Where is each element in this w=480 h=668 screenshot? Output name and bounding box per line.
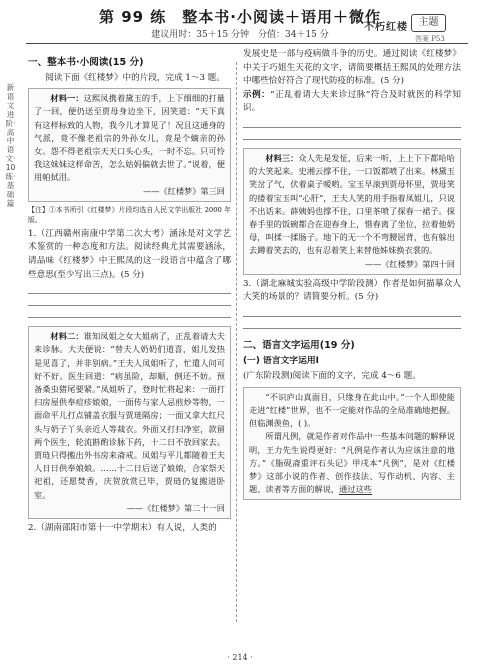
theme-label: 不朽红楼	[364, 22, 408, 33]
passage-quote: “不识庐山真面目，只缘身在此山中。”一个人即使能走进“红楼”世界，也不一定能对作品的全局准确地把握。但临渊羡鱼，( )。	[249, 391, 455, 429]
edition-note: 【注】①本书所引《红楼梦》片段均选自人民文学出版社 2000 年版。	[28, 205, 231, 224]
column-divider	[236, 62, 237, 622]
answer-line[interactable]	[243, 139, 461, 140]
material-one	[34, 92, 225, 184]
left-column	[28, 48, 231, 536]
material-two-source: ——《红楼梦》第二十一回	[126, 502, 225, 513]
subsection-heading: (一) 语言文字运用Ⅰ	[243, 355, 319, 366]
underlined-phrase: 通过这些	[339, 484, 372, 495]
material-three	[249, 152, 455, 258]
question-1: 1.（江西赣州南康中学第二次大考）涵泳是对文学艺术鉴赏的一种态度和方法。阅读经典尤其需要涵泳，请品味《红楼梦》中王熙凤的这一段语言中蕴含了哪些意思(至少写出三点)。(5 分)	[28, 228, 231, 280]
answer-line[interactable]	[243, 316, 461, 317]
time-and-score-info: 建议用时：35＋15 分钟 分值：34＋15 分	[151, 30, 329, 40]
example-text: “正乱着请大夫来诊过脉”符合及时就医的科学知识。	[243, 89, 461, 114]
answer-line[interactable]	[243, 127, 461, 128]
reading-intro-2: (广东阶段测)阅读下面的文字，完成 4～6 题。	[243, 371, 421, 382]
question-3: 3.（湖北麻城实验高级中学阶段测）作者是如何描摹众人大笑的场景的？请简要分析。(5 分)	[243, 278, 461, 303]
answer-reference: 答案 P53	[415, 35, 445, 43]
page-title: 第 99 练 整本书·小阅读＋语用＋微作	[98, 8, 382, 26]
material-three-text: 众人先是发怔，后来一听，上上下下都哈哈的大笑起来。史湘云撑不住，一口饭都喷了出来。林黛玉笑岔了气，伏着桌子嗳哟。宝玉早滚到贾母怀里，贾母笑的搂着宝玉叫“心肝”，王夫人笑的用手指着凤姐儿，只说不出话来。薛姨妈也撑不住，口里茶喷了探春一裙子。探春手里的饭碗都合在迎春身上，惜春离了坐位，拉着他奶母，叫揉一揉肠子。地下的无一个不弯腰屈背，也有躲出去蹲着笑去的，也有忍着笑上来替他姊妹换衣裳的。	[249, 152, 455, 256]
section-heading-whole-book: 一、整本书·小阅读(15 分)	[28, 57, 144, 68]
right-column	[243, 48, 461, 503]
material-two-box	[28, 326, 231, 519]
reading-intro: 阅读下面《红楼梦》中的片段，完成 1～3 题。	[45, 72, 225, 83]
theme-badge: 主题	[411, 14, 446, 32]
material-three-box	[243, 148, 461, 275]
answer-line[interactable]	[243, 328, 461, 329]
material-two	[34, 330, 225, 502]
example-answer	[243, 89, 461, 116]
material-one-box	[28, 88, 231, 202]
material-two-label: 材料二：	[50, 331, 84, 342]
material-three-source: ——《红楼梦》第四十回	[364, 258, 455, 269]
answer-line[interactable]	[28, 317, 231, 318]
material-one-text: 这熙凤携着黛玉的手，上下细细的打量了一回，便仍送至贾母身边坐下，因笑道：“天下真有这样标致的人物，我今儿才算见了！况且这通身的气派，竟不像老祖宗的外孙女儿，竟是个嫡亲的孙女。怨不得老祖宗天天口头心头，一时不忘。只可怜我这妹妹这样命苦，怎么姑妈偏就去世了。”说着，便用帕拭泪。	[34, 93, 225, 183]
section-heading-language-use: 二、语言文字运用(19 分)	[243, 339, 355, 351]
material-two-text: 谁知凤姐之女大姐病了，正乱着请大夫来诊脉。大夫便说：“替夫人奶奶们道喜，姐儿发热是见喜了，并非别病。”王夫人凤姐听了，忙遣人问可好不好。医生回道：“病虽险，却顺，倒还不妨。预备桑虫猪尾要紧。”凤姐听了，登时忙将起来：一面打扫房屋供奉痘疹娘娘，一面传与家人忌煎炒等物，一面命平儿打点铺盖衣服与贾琏隔房；一面又拿大红尺头与奶子丫头亲近人等裁衣。外面又打扫净室，款留两个医生，轮流斟酌诊脉下药，十二日不放回家去。贾琏只得搬出外书房来斋戒。凤姐与平儿都随着王夫人日日供奉娘娘。……十二日后送了娘娘，合家祭天祀祖，还愿焚香，庆贺放赏已毕，贾琏仍复搬进卧室。	[34, 331, 225, 500]
material-one-label: 材料一：	[50, 93, 84, 104]
answer-line[interactable]	[28, 293, 231, 294]
answer-line[interactable]	[28, 305, 231, 306]
question-2-continued: 发展史是一部与疫病做斗争的历史。通过阅读《红楼梦》中关于巧姐生天花的文字，请简要概括王熙凤的处理方法中哪些恰好符合了现代防疫的标准。(5 分)	[243, 49, 461, 87]
example-label: 示例：	[243, 89, 271, 100]
material-one-source: ——《红楼梦》第三回	[143, 185, 225, 196]
header-rule	[26, 43, 468, 44]
question-2-start: 2.（湖南邵阳市第十一中学期末）有人说，人类的	[28, 523, 217, 534]
passage-box	[243, 387, 461, 501]
book-series-sidebar: 新语文进阶·高中语文·10练·基础篇	[5, 83, 16, 208]
page-number: · 214 ·	[227, 653, 253, 662]
passage-paragraph	[249, 430, 455, 496]
material-three-label: 材料三：	[265, 152, 299, 163]
passage-paragraph-text: 所谓凡例，就是作者对作品中一些基本问题的解释说明，王力先生说得更好：“凡例是作者认为应该注意的地方。”《脂砚斋重评石头记》甲戌本“凡例”，是对《红楼梦》这部小说的作者、创作技法、写作动机、内容、主题、读者等方面的解说，	[249, 431, 455, 495]
